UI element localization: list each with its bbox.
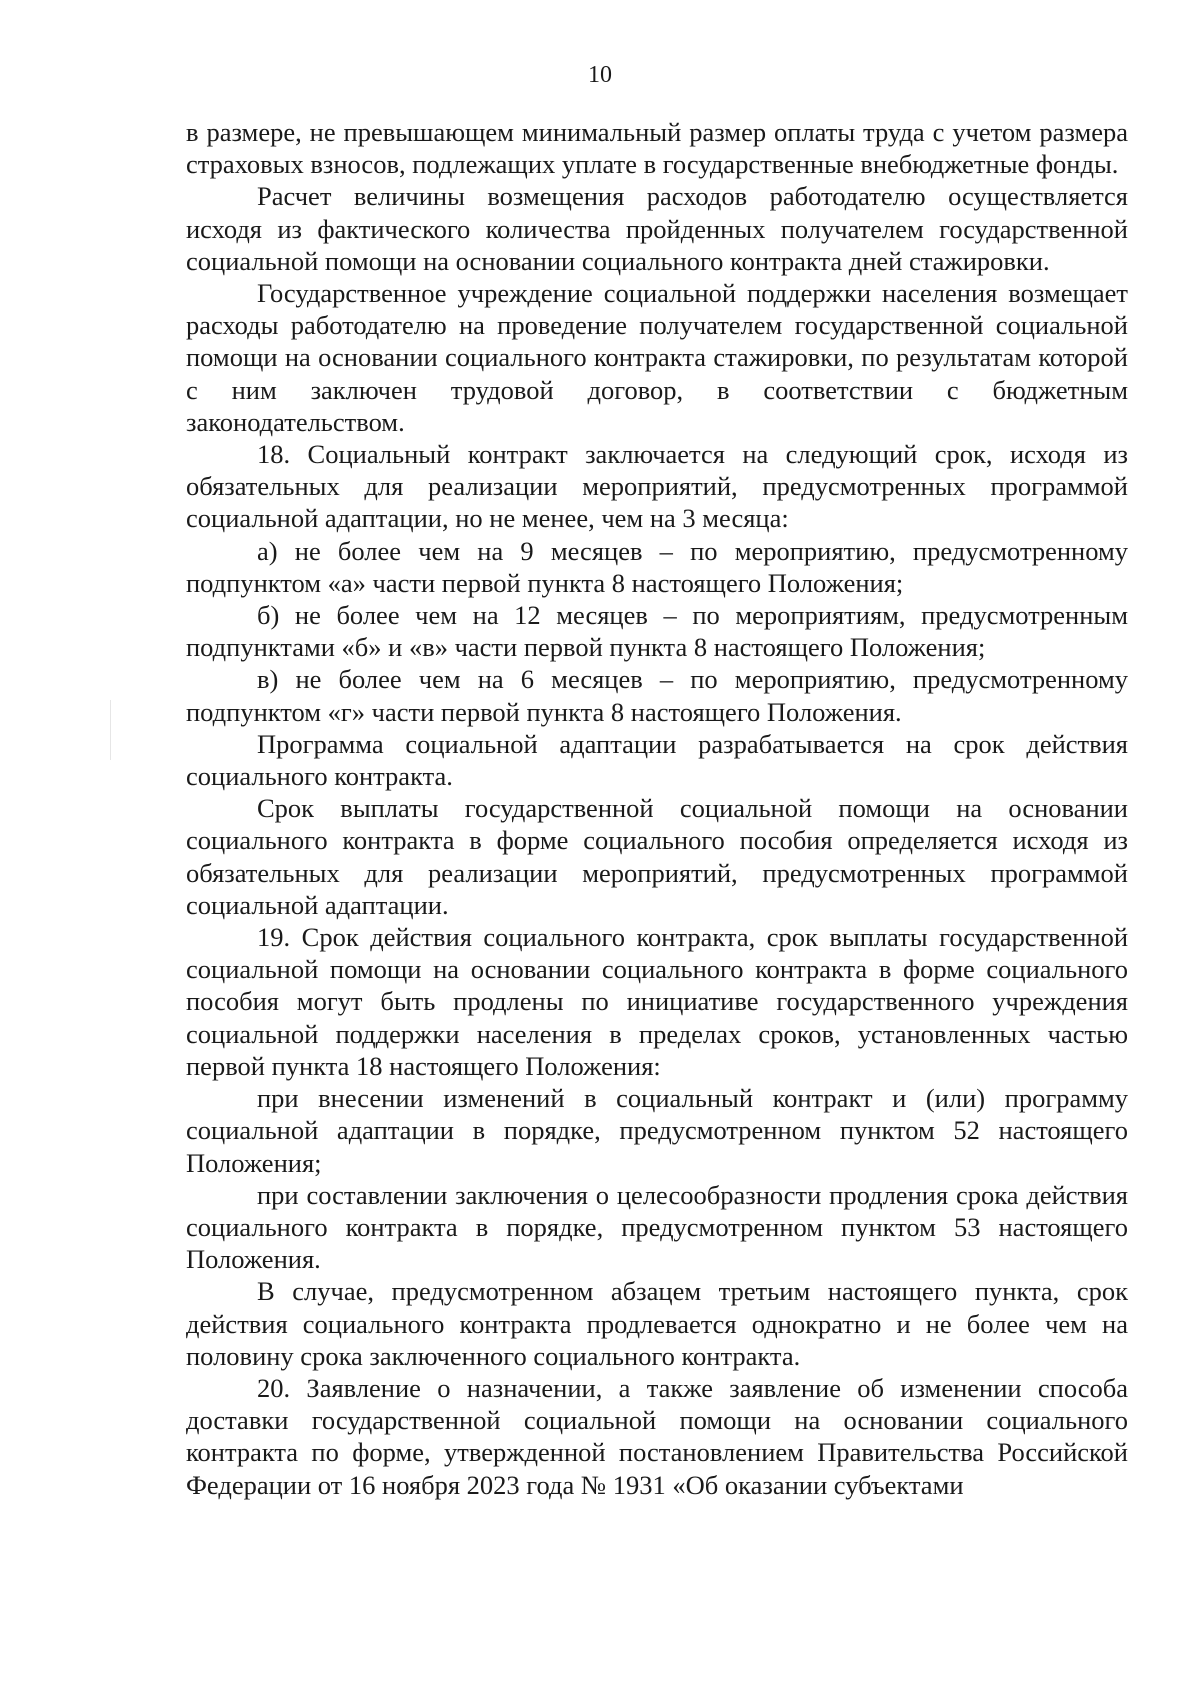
paragraph-item-18: 18. Социальный контракт заключается на следующий срок, исходя из обязательных для реализации мероприятий, предусмотренных программой социальной адаптации, но не менее, чем на 3 месяца: xyxy=(186,439,1128,534)
paragraph-item-19-conclusion: при составлении заключения о целесообразности продления срока действия социального контракта в порядке, предусмотренном пунктом 53 настоящего Положения. xyxy=(186,1179,1128,1275)
paragraph-item-19-extension: В случае, предусмотренном абзацем третьим настоящего пункта, срок действия социального контракта продлевается однократно и не более чем на половину срока заключенного социального контракта. xyxy=(186,1276,1128,1371)
paragraph-reimbursement-institution: Государственное учреждение социальной поддержки населения возмещает расходы работодателю на проведение получателем государственной социальной помощи на основании социального контракта стажировки, по результатам которой с ним заключен трудовой договор, в соответствии с бюджетным законодательством. xyxy=(186,278,1128,437)
document-body xyxy=(186,116,1128,1501)
paragraph-reimbursement-calculation: Расчет величины возмещения расходов работодателю осуществляется исходя из фактического количества пройденных получателем государственной социальной помощи на основании социального контракта дней стажировки. xyxy=(186,181,1128,276)
paragraph-adaptation-program: Программа социальной адаптации разрабатывается на срок действия социального контракта. xyxy=(186,728,1128,792)
scan-margin-mark xyxy=(110,700,111,760)
paragraph-payment-term: Срок выплаты государственной социальной помощи на основании социального контракта в форме социального пособия определяется исходя из обязательных для реализации мероприятий, предусмотренных программой социальной адаптации. xyxy=(186,793,1128,920)
paragraph-item-18-a: а) не более чем на 9 месяцев – по мероприятию, предусмотренному подпунктом «а» части первой пункта 8 настоящего Положения; xyxy=(186,535,1128,598)
paragraph-item-18-b: б) не более чем на 12 месяцев – по мероприятиям, предусмотренным подпунктами «б» и «в» части первой пункта 8 настоящего Положения; xyxy=(186,600,1128,663)
paragraph-item-18-v: в) не более чем на 6 месяцев – по мероприятию, предусмотренному подпунктом «г» части первой пункта 8 настоящего Положения. xyxy=(186,664,1128,727)
paragraph-continuation: в размере, не превышающем минимальный размер оплаты труда с учетом размера страховых взносов, подлежащих уплате в государственные внебюджетные фонды. xyxy=(186,117,1128,180)
paragraph-item-20: 20. Заявление о назначении, а также заявление об изменении способа доставки государственной социальной помощи на основании социального контракта по форме, утвержденной постановлением Правительства Российской Федерации от 16 ноября 2023 года № 1931 «Об оказании субъектами xyxy=(186,1372,1128,1500)
page-number: 10 xyxy=(588,62,612,88)
paragraph-item-19-changes: при внесении изменений в социальный контракт и (или) программу социальной адаптации в порядке, предусмотренном пунктом 52 настоящего Положения; xyxy=(186,1083,1128,1178)
paragraph-item-19: 19. Срок действия социального контракта, срок выплаты государственной социальной помощи на основании социального контракта в форме социального пособия могут быть продлены по инициативе государственного учреждения социальной поддержки населения в пределах сроков, установленных частью первой пункта 18 настоящего Положения: xyxy=(186,922,1128,1081)
